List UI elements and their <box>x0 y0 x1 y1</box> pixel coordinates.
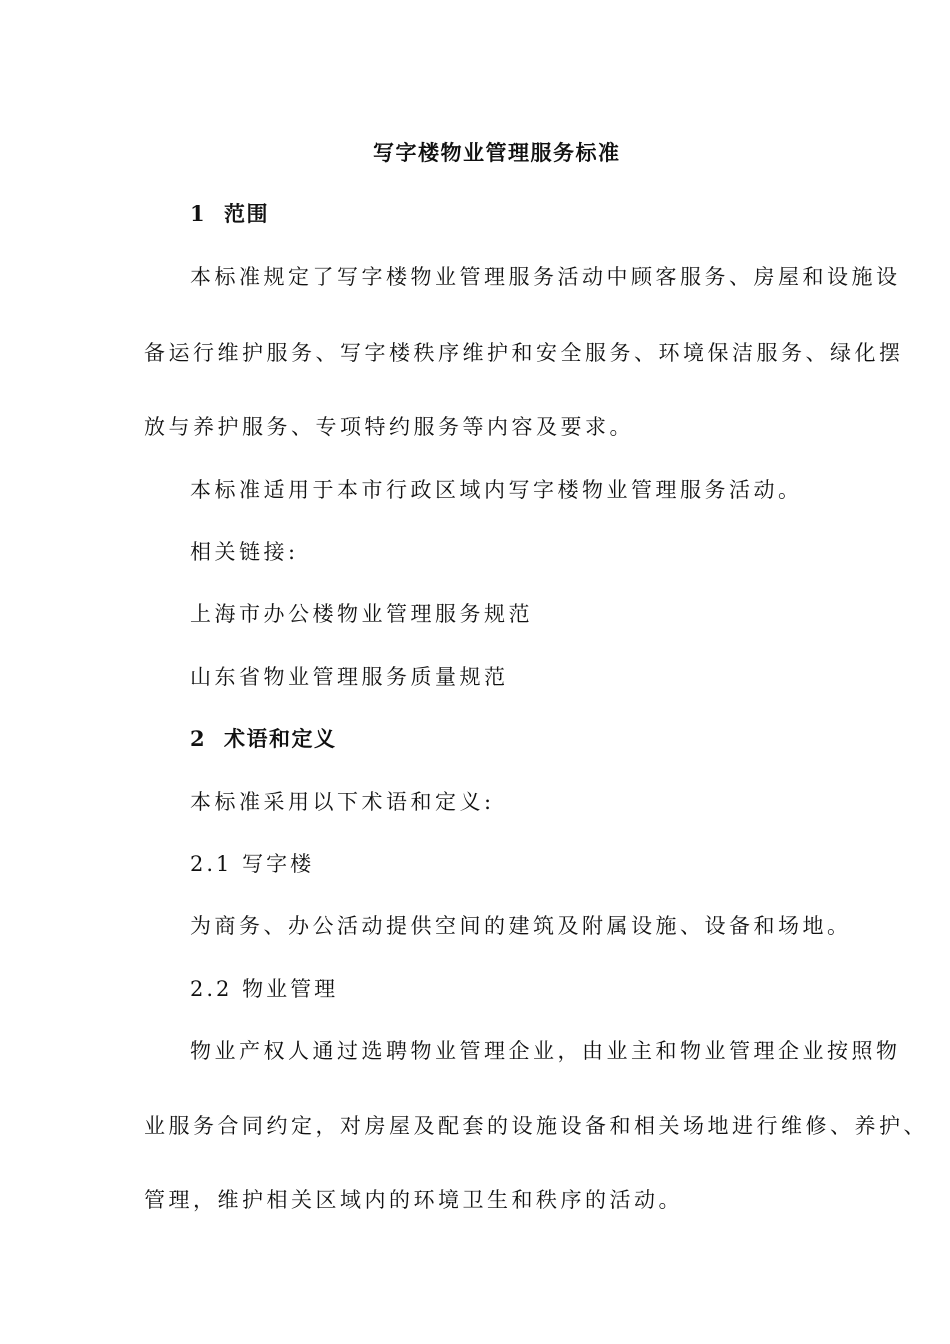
section-1-title: 范围 <box>224 201 269 226</box>
scope-paragraph-line-2: 备运行维护服务、写字楼秩序维护和安全服务、环境保洁服务、绿化摆 <box>144 341 904 365</box>
terms-intro: 本标准采用以下术语和定义: <box>190 790 495 814</box>
term-2-2-definition-line-2: 业服务合同约定，对房屋及配套的设施设备和相关场地进行维修、养护、 <box>144 1114 928 1138</box>
term-2-2-definition-line-1: 物业产权人通过选聘物业管理企业，由业主和物业管理企业按照物 <box>190 1039 901 1063</box>
term-2-1-number: 2.1 <box>190 852 233 876</box>
scope-paragraph-line-1: 本标准规定了写字楼物业管理服务活动中顾客服务、房屋和设施设 <box>190 265 901 289</box>
section-2-title: 术语和定义 <box>224 726 337 751</box>
section-2-heading <box>190 724 337 754</box>
section-1-heading <box>190 199 269 229</box>
term-2-1-definition: 为商务、办公活动提供空间的建筑及附属设施、设备和场地。 <box>190 914 852 938</box>
document-title: 写字楼物业管理服务标准 <box>373 140 621 165</box>
related-links-label: 相关链接: <box>190 540 299 564</box>
term-2-2-heading <box>190 974 338 1004</box>
related-link-shandong[interactable]: 山东省物业管理服务质量规范 <box>190 665 509 689</box>
term-2-1-heading <box>190 849 314 879</box>
section-2-number: 2 <box>190 726 205 751</box>
related-link-shanghai[interactable]: 上海市办公楼物业管理服务规范 <box>190 602 533 626</box>
section-1-number: 1 <box>190 201 205 226</box>
term-2-2-name: 物业管理 <box>242 977 339 1001</box>
term-2-2-number: 2.2 <box>190 977 233 1001</box>
applicability-paragraph: 本标准适用于本市行政区域内写字楼物业管理服务活动。 <box>190 478 803 502</box>
scope-paragraph-line-3: 放与养护服务、专项特约服务等内容及要求。 <box>144 415 634 439</box>
term-2-2-definition-line-3: 管理，维护相关区域内的环境卫生和秩序的活动。 <box>144 1188 683 1212</box>
term-2-1-name: 写字楼 <box>242 852 315 876</box>
